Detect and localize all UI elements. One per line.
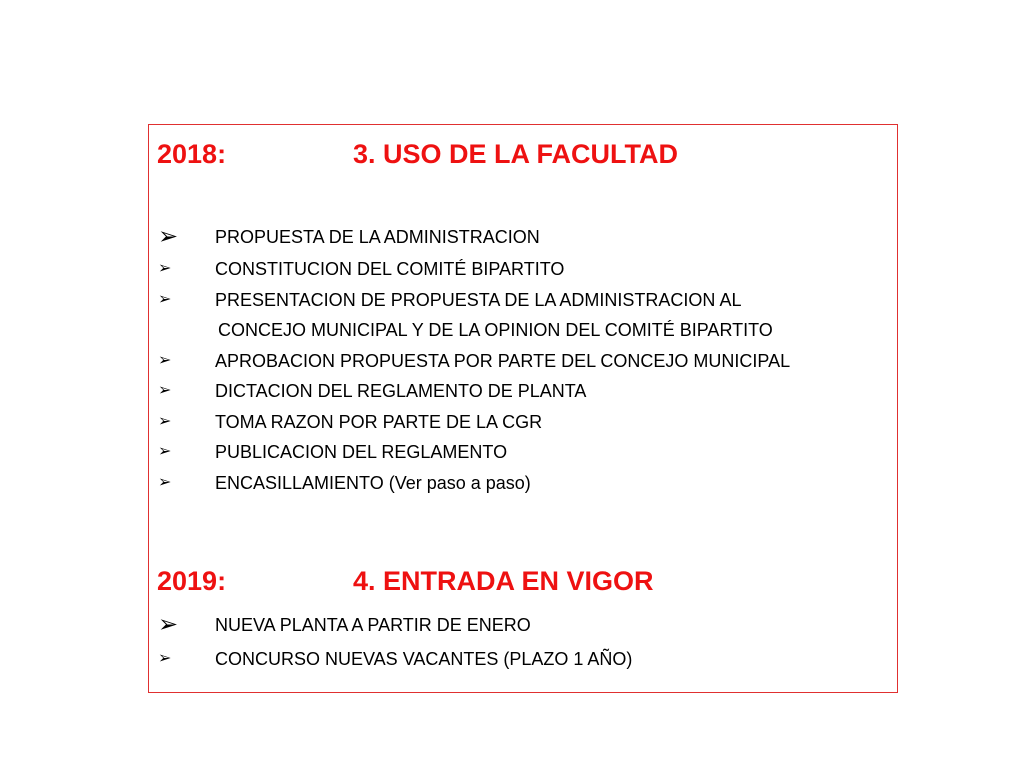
arrow-bullet-icon: ➢	[158, 258, 172, 277]
heading-2018	[157, 141, 678, 168]
list-item-text: ENCASILLAMIENTO (Ver paso a paso)	[215, 473, 531, 493]
arrow-bullet-icon: ➢	[158, 441, 172, 460]
arrow-bullet-icon: ➢	[158, 222, 179, 250]
heading-2019	[157, 568, 654, 595]
arrow-bullet-icon: ➢	[158, 648, 172, 667]
list-item-text: DICTACION DEL REGLAMENTO DE PLANTA	[215, 381, 587, 401]
list-item-continuation: CONCEJO MUNICIPAL Y DE LA OPINION DEL COMITÉ BIPARTITO	[218, 320, 773, 340]
list-item-text: APROBACION PROPUESTA POR PARTE DEL CONCEJO MUNICIPAL	[215, 351, 791, 371]
content-frame	[148, 124, 898, 693]
arrow-bullet-icon: ➢	[158, 411, 172, 430]
list-item-text: TOMA RAZON POR PARTE DE LA CGR	[215, 412, 543, 432]
arrow-bullet-icon: ➢	[158, 289, 172, 308]
arrow-bullet-icon: ➢	[158, 380, 172, 399]
heading-2019-year: 2019:	[157, 566, 227, 596]
arrow-bullet-icon: ➢	[158, 610, 179, 638]
heading-2018-title: 3. USO DE LA FACULTAD	[353, 139, 679, 169]
arrow-bullet-icon: ➢	[158, 472, 172, 491]
list-item-text: NUEVA PLANTA A PARTIR DE ENERO	[215, 615, 531, 635]
heading-2019-title: 4. ENTRADA EN VIGOR	[353, 566, 654, 596]
list-item-text: CONCURSO NUEVAS VACANTES (PLAZO 1 AÑO)	[215, 649, 633, 669]
list-item-text: PROPUESTA DE LA ADMINISTRACION	[215, 227, 540, 247]
heading-2018-year: 2018:	[157, 139, 227, 169]
list-item-text: CONSTITUCION DEL COMITÉ BIPARTITO	[215, 259, 565, 279]
list-item-text: PUBLICACION DEL REGLAMENTO	[215, 442, 508, 462]
arrow-bullet-icon: ➢	[158, 350, 172, 369]
list-item-text: PRESENTACION DE PROPUESTA DE LA ADMINISTRACION AL	[215, 290, 742, 310]
